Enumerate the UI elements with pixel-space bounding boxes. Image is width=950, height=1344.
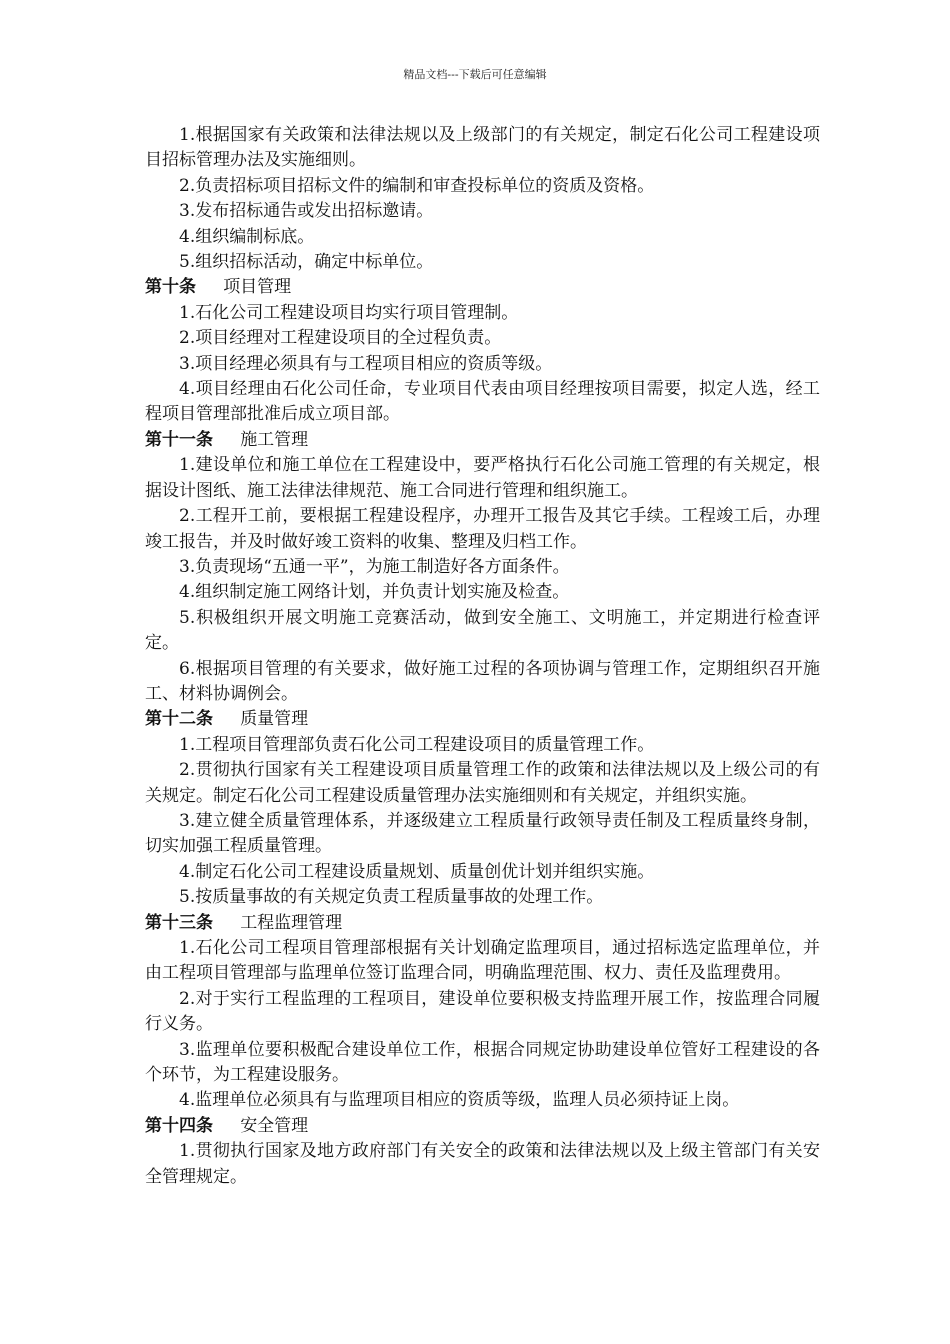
clause-paragraph: 2.项目经理对工程建设项目的全过程负责。 xyxy=(179,328,502,349)
article-title: 项目管理 xyxy=(223,277,292,298)
clause-paragraph: 2.对于实行工程监理的工程项目，建设单位要积极支持监理开展工作，按监理合同履行义务。 xyxy=(145,988,820,1035)
clause-paragraph: 2.负责招标项目招标文件的编制和审查投标单位的资质及资格。 xyxy=(179,175,655,196)
article-number: 第十四条 xyxy=(145,1115,213,1136)
clause-paragraph: 1.建设单位和施工单位在工程建设中，要严格执行石化公司施工管理的有关规定，根据设计图纸、施工法律法律规范、施工合同进行管理和组织施工。 xyxy=(145,455,820,501)
clause-paragraph: 3.发布招标通告或发出招标邀请。 xyxy=(179,201,434,222)
clause-paragraph: 1.根据国家有关政策和法律法规以及上级部门的有关规定，制定石化公司工程建设项目招标管理办法及实施细则。 xyxy=(145,125,820,171)
clause-paragraph: 1.石化公司工程项目管理部根据有关计划确定监理项目，通过招标选定监理单位，并由工程项目管理部与监理单位签订监理合同，明确监理范围、权力、责任及监理费用。 xyxy=(145,938,820,984)
article-heading xyxy=(145,911,820,936)
clause-paragraph: 3.建立健全质量管理体系，并逐级建立工程质量行政领导责任制及工程质量终身制，切实加强工程质量管理。 xyxy=(145,810,820,857)
article-heading xyxy=(145,707,820,732)
clause-paragraph: 6.根据项目管理的有关要求，做好施工过程的各项协调与管理工作，定期组织召开施工、材料协调例会。 xyxy=(145,658,820,704)
article-heading xyxy=(145,428,820,453)
clause-paragraph: 4.监理单位必须具有与监理项目相应的资质等级，监理人员必须持证上岗。 xyxy=(179,1090,740,1111)
article-title: 施工管理 xyxy=(240,429,309,450)
clause-paragraph: 3.负责现场“五通一平”，为施工制造好各方面条件。 xyxy=(179,556,570,577)
clause-paragraph: 4.组织制定施工网络计划，并负责计划实施及检查。 xyxy=(179,582,570,603)
article-title: 安全管理 xyxy=(240,1115,309,1136)
clause-paragraph: 4.组织编制标底。 xyxy=(179,226,315,247)
clause-paragraph: 5.积极组织开展文明施工竞赛活动，做到安全施工、文明施工，并定期进行检查评定。 xyxy=(145,607,820,654)
article-heading xyxy=(145,1114,820,1139)
clause-paragraph: 4.项目经理由石化公司任命，专业项目代表由项目经理按项目需要，拟定人选，经工程项目管理部批准后成立项目部。 xyxy=(145,379,820,425)
article-number: 第十三条 xyxy=(145,912,213,933)
clause-paragraph: 5.组织招标活动，确定中标单位。 xyxy=(179,252,434,273)
article-number: 第十二条 xyxy=(145,709,213,730)
article-title: 工程监理管理 xyxy=(240,912,343,933)
clause-paragraph: 2.工程开工前，要根据工程建设程序，办理开工报告及其它手续。工程竣工后，办理竣工报告，并及时做好竣工资料的收集、整理及归档工作。 xyxy=(145,506,820,552)
document-body xyxy=(145,123,820,1190)
article-number: 第十条 xyxy=(145,277,196,298)
article-title: 质量管理 xyxy=(240,709,309,730)
clause-paragraph: 1.石化公司工程建设项目均实行项目管理制。 xyxy=(179,302,519,323)
clause-paragraph: 5.按质量事故的有关规定负责工程质量事故的处理工作。 xyxy=(179,887,604,908)
clause-paragraph: 4.制定石化公司工程建设质量规划、质量创优计划并组织实施。 xyxy=(179,861,655,882)
article-number: 第十一条 xyxy=(145,429,213,450)
article-heading xyxy=(145,275,820,300)
clause-paragraph: 3.监理单位要积极配合建设单位工作，根据合同规定协助建设单位管好工程建设的各个环节，为工程建设服务。 xyxy=(145,1039,820,1086)
clause-paragraph: 1.工程项目管理部负责石化公司工程建设项目的质量管理工作。 xyxy=(179,734,655,755)
page-header: 精品文档---下载后可任意编辑 xyxy=(403,68,547,81)
clause-paragraph: 2.贯彻执行国家有关工程建设项目质量管理工作的政策和法律法规以及上级公司的有关规定。制定石化公司工程建设质量管理办法实施细则和有关规定，并组织实施。 xyxy=(145,760,820,806)
clause-paragraph: 1.贯彻执行国家及地方政府部门有关安全的政策和法律法规以及上级主管部门有关安全管理规定。 xyxy=(145,1141,820,1187)
clause-paragraph: 3.项目经理必须具有与工程项目相应的资质等级。 xyxy=(179,353,553,374)
